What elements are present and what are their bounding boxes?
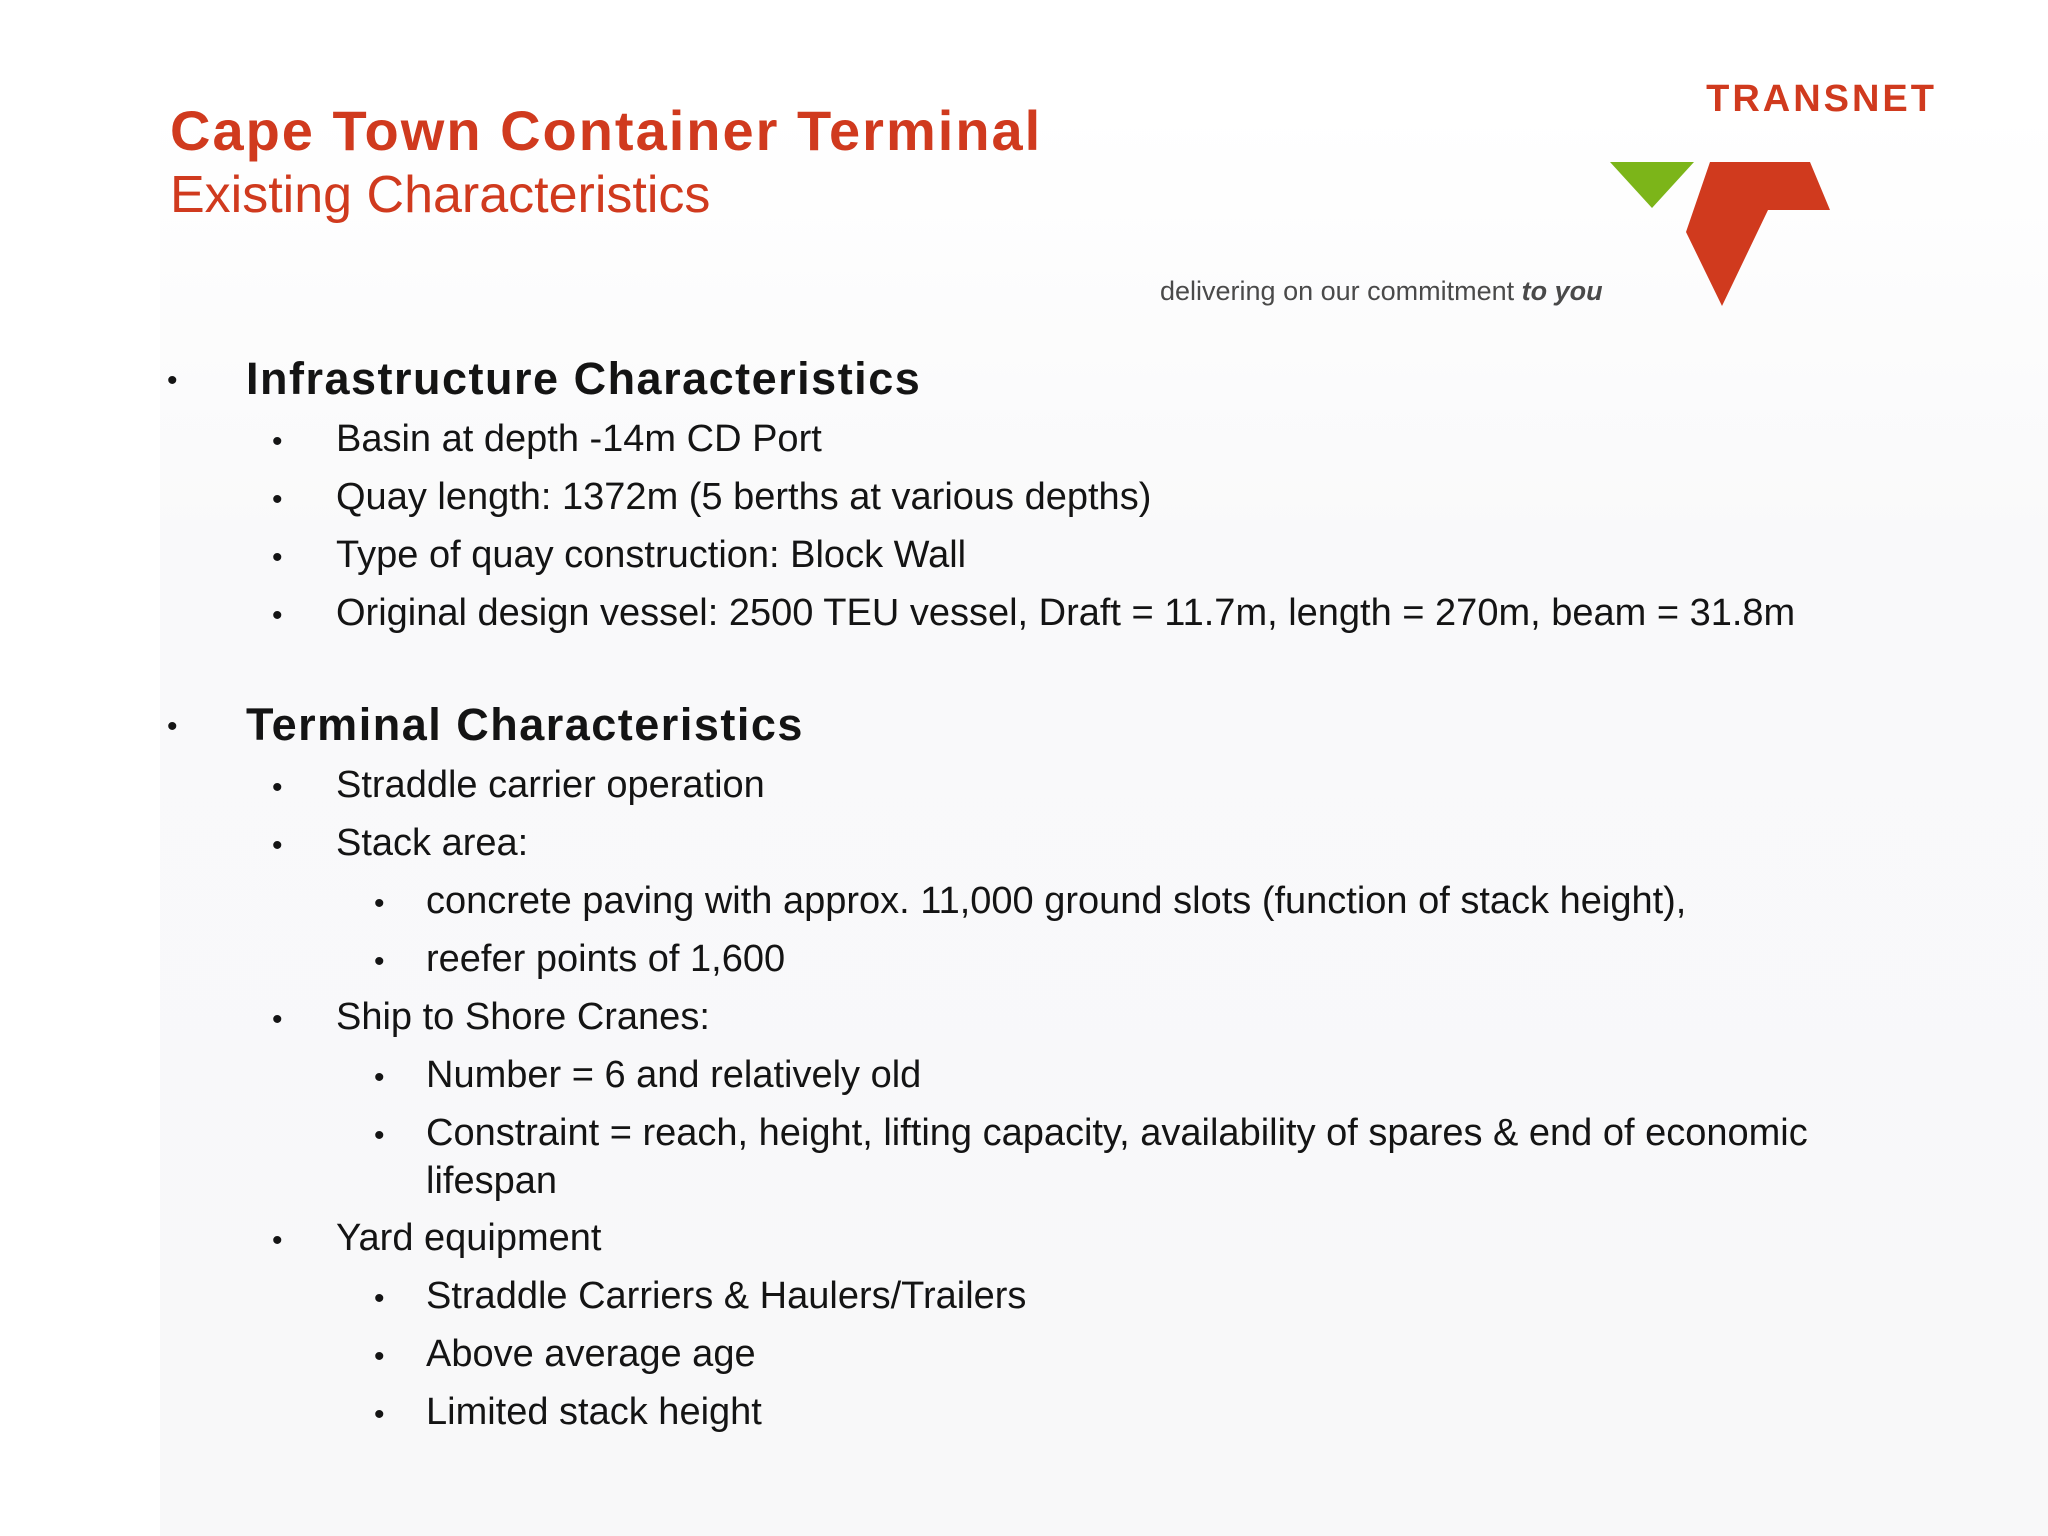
list-item: Basin at depth -14m CD Port <box>336 418 822 460</box>
list-item: Ship to Shore Cranes: <box>336 996 710 1038</box>
list-item: Type of quay construction: Block Wall <box>336 534 967 576</box>
bullet-l1: • <box>167 710 178 743</box>
list-subitem: Above average age <box>426 1333 756 1375</box>
list-item: Yard equipment <box>336 1217 602 1259</box>
list-subitem: Limited stack height <box>426 1391 762 1433</box>
section-heading-terminal: Terminal Characteristics <box>246 699 804 750</box>
slide-title: Cape Town Container Terminal <box>170 99 1043 162</box>
list-item: Quay length: 1372m (5 berths at various depths) <box>336 476 1152 518</box>
logo-wordmark: TRANSNET <box>1706 78 1937 120</box>
bullet-l3: • <box>374 945 385 978</box>
bullet-l2: • <box>272 1224 283 1257</box>
list-subitem: reefer points of 1,600 <box>426 938 786 980</box>
bullet-l2: • <box>272 829 283 862</box>
bullet-l2: • <box>272 771 283 804</box>
slide-subtitle: Existing Characteristics <box>170 165 711 224</box>
bullet-l2: • <box>272 483 283 516</box>
list-subitem: Number = 6 and relatively old <box>426 1054 922 1096</box>
list-item: Original design vessel: 2500 TEU vessel, Draft = 11.7m, length = 270m, beam = 31.8m <box>336 592 1796 634</box>
list-item: Stack area: <box>336 822 529 864</box>
list-subitem: Constraint = reach, height, lifting capacity, availability of spares & end of economic <box>426 1112 1808 1154</box>
bullet-l2: • <box>272 425 283 458</box>
bullet-l3: • <box>374 1340 385 1373</box>
section-heading-infrastructure: Infrastructure Characteristics <box>246 353 922 404</box>
bullet-l3: • <box>374 1398 385 1431</box>
tagline-main: delivering on our commitment <box>1160 276 1522 306</box>
bullet-l3: • <box>374 887 385 920</box>
bullet-l2: • <box>272 541 283 574</box>
list-subitem: concrete paving with approx. 11,000 ground slots (function of stack height), <box>426 880 1687 922</box>
bullet-l3: • <box>374 1119 385 1152</box>
list-item: Straddle carrier operation <box>336 764 765 806</box>
bullet-l1: • <box>167 364 178 397</box>
list-subitem: Straddle Carriers & Haulers/Trailers <box>426 1275 1027 1317</box>
tagline-emphasis: to you <box>1521 276 1603 306</box>
bullet-l2: • <box>272 599 283 632</box>
bullet-l2: • <box>272 1003 283 1036</box>
bullet-l3: • <box>374 1282 385 1315</box>
bullet-l3: • <box>374 1061 385 1094</box>
list-subitem-continuation: lifespan <box>426 1160 557 1202</box>
